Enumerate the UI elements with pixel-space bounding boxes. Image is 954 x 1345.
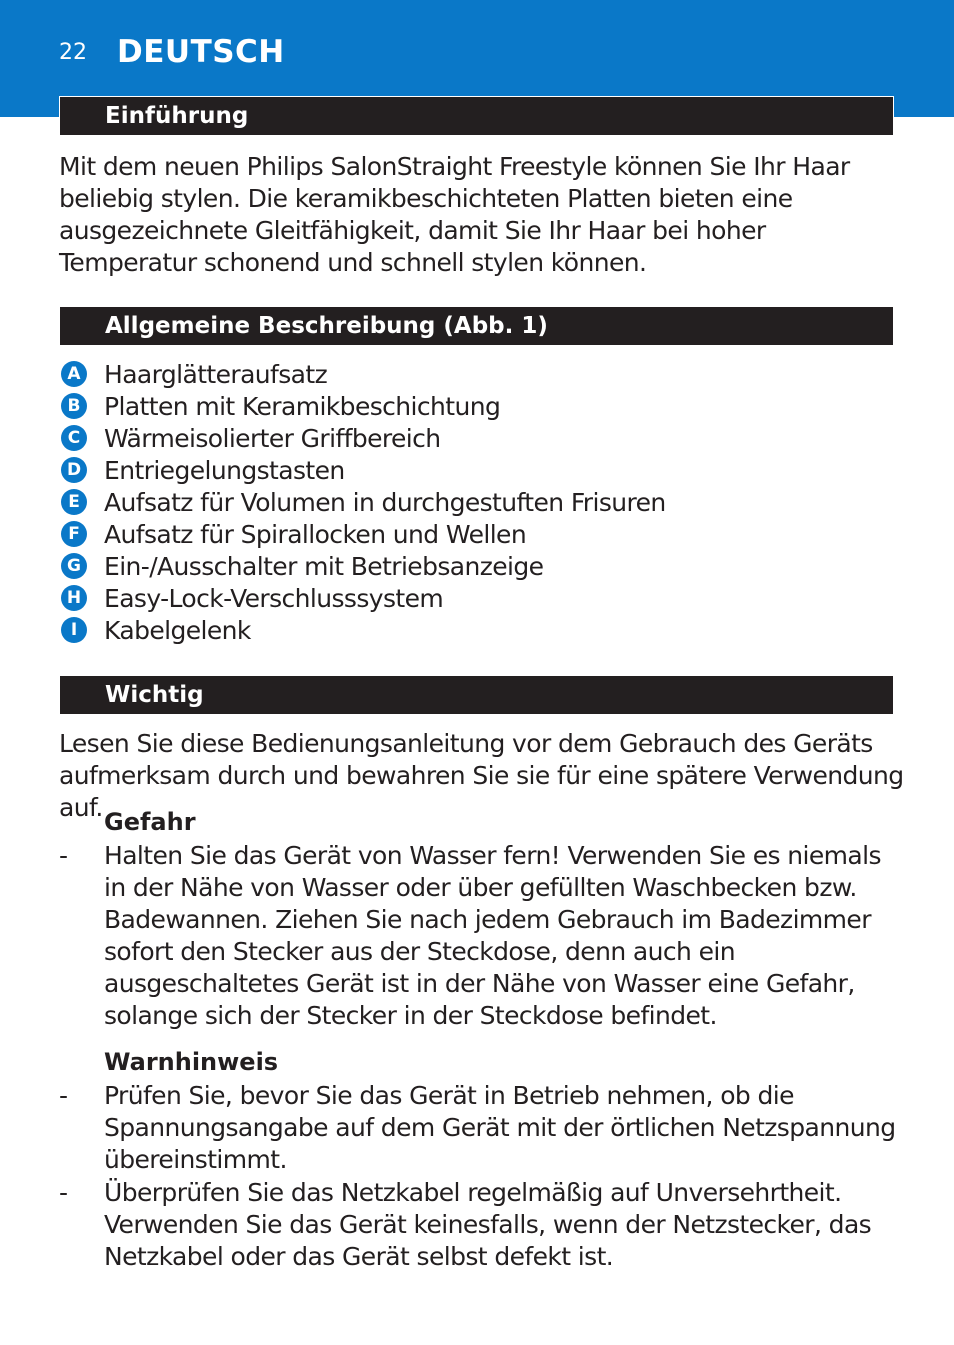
warning-heading: Warnhinweis [104, 1048, 279, 1076]
bullet-dash: - [59, 1081, 69, 1110]
part-label: Easy-Lock-Verschlusssystem [104, 584, 444, 613]
danger-bullet: Halten Sie das Gerät von Wasser fern! Verwenden Sie es niemals in der Nähe von Wasser oder über gefüllten Waschbecken bzw. Badewannen. Ziehen Sie nach jedem Gebrauch im Badezimmer sofort den Stecker aus der Steckdose, denn auch ein ausgeschaltetes Gerät ist in der Nähe von Wasser eine Gefahr, solange sich der Stecker in der Steckdose befindet. [104, 841, 881, 1030]
language-title: DEUTSCH [117, 34, 285, 70]
letter-badge: G [61, 553, 87, 579]
letter-badge: I [61, 617, 87, 643]
danger-heading: Gefahr [104, 808, 196, 836]
letter-badge: H [61, 585, 87, 611]
letter-badge: B [61, 393, 87, 419]
bullet-dash: - [59, 841, 69, 870]
part-label: Entriegelungstasten [104, 456, 345, 485]
part-label: Haarglätteraufsatz [104, 360, 328, 389]
letter-badge: D [61, 457, 87, 483]
warning-bullet: Prüfen Sie, bevor Sie das Gerät in Betrieb nehmen, ob die Spannungsangabe auf dem Gerät mit der örtlichen Netzspannung übereinstimmt. [104, 1081, 896, 1174]
letter-badge: E [61, 489, 87, 515]
intro-paragraph: Mit dem neuen Philips SalonStraight Freestyle können Sie Ihr Haar beliebig stylen. Die keramikbeschichteten Platten bieten eine ausgezeichnete Gleitfähigkeit, damit Sie Ihr Haar bei hoher Temperatur schonend und schnell stylen können. [59, 152, 850, 277]
part-label: Platten mit Keramikbeschichtung [104, 392, 501, 421]
part-label: Wärmeisolierter Griffbereich [104, 424, 441, 453]
bullet-dash: - [59, 1178, 69, 1207]
letter-badge: F [61, 521, 87, 547]
section-title-intro: Einführung [105, 103, 249, 129]
warning-bullet: Überprüfen Sie das Netzkabel regelmäßig auf Unversehrtheit. Verwenden Sie das Gerät keinesfalls, wenn der Netzstecker, das Netzkabel oder das Gerät selbst defekt ist. [104, 1178, 872, 1271]
section-header-intro [59, 96, 894, 136]
part-label: Aufsatz für Spirallocken und Wellen [104, 520, 527, 549]
part-label: Kabelgelenk [104, 616, 251, 645]
page-number: 22 [59, 40, 87, 65]
part-label: Ein-/Ausschalter mit Betriebsanzeige [104, 552, 544, 581]
section-title-important: Wichtig [105, 682, 204, 708]
section-header-important [59, 675, 894, 715]
section-header-description [59, 306, 894, 346]
section-title-description: Allgemeine Beschreibung (Abb. 1) [105, 313, 548, 339]
letter-badge: A [61, 361, 87, 387]
letter-badge: C [61, 425, 87, 451]
part-label: Aufsatz für Volumen in durchgestuften Frisuren [104, 488, 666, 517]
important-paragraph: Lesen Sie diese Bedienungsanleitung vor dem Gebrauch des Geräts aufmerksam durch und bewahren Sie sie für eine spätere Verwendung auf. [59, 729, 904, 822]
